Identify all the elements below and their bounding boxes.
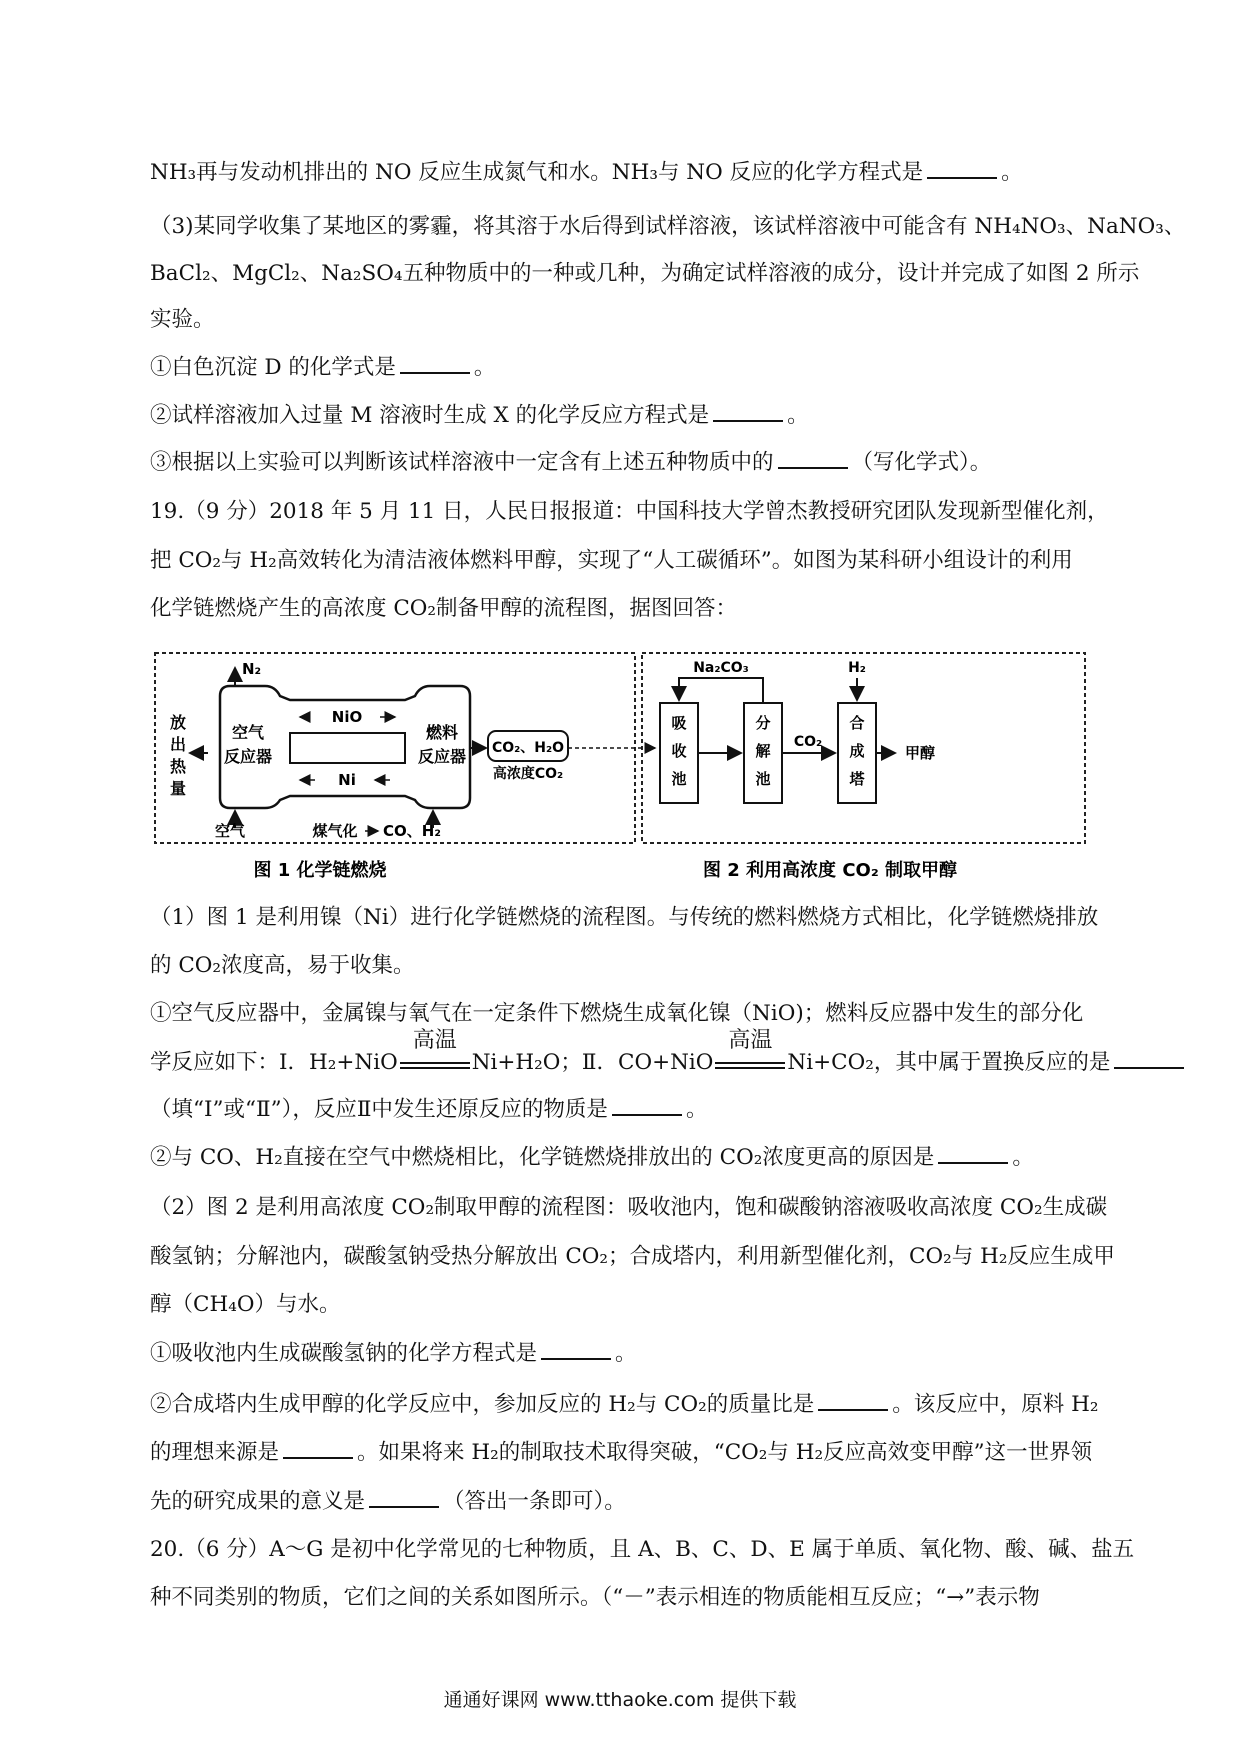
- release-heat-label: [170, 713, 187, 798]
- q18-line-1: NH₃再与发动机排出的 NO 反应生成氮气和水。NH₃与 NO 反应的化学方程式是 。: [150, 157, 1090, 188]
- decompose-pool-1: 分: [755, 714, 771, 732]
- release-heat-char: 放: [169, 713, 187, 732]
- answer-blank[interactable]: [400, 352, 470, 374]
- co-h2-label: CO、H₂: [383, 822, 441, 840]
- q18-sub2: ②试样溶液加入过量 M 溶液时生成 X 的化学反应方程式是 。: [150, 400, 1090, 431]
- synth-tower-1: 合: [849, 714, 865, 732]
- answer-blank[interactable]: [1114, 1047, 1184, 1069]
- flow-diagram: [150, 648, 1090, 888]
- n2-label: N₂: [242, 660, 262, 678]
- q19-part2-line-2: 酸氢钠；分解池内，碳酸氢钠受热分解放出 CO₂；合成塔内，利用新型催化剂，CO₂与 H₂反应生成甲: [150, 1244, 1115, 1269]
- absorb-pool-1: 吸: [671, 714, 687, 732]
- coal-gasification-label: 煤气化: [312, 822, 358, 840]
- q19-line-2: 把 CO₂与 H₂高效转化为清洁液体燃料甲醇，实现了“人工碳循环”。如图为某科研小组设计的利用: [150, 548, 1073, 573]
- fuel-reactor-label-1: 燃料: [425, 723, 459, 742]
- q18-sub1: ①白色沉淀 D 的化学式是 。: [150, 352, 1090, 383]
- reaction-condition: 高温: [400, 1050, 470, 1069]
- q18-part3-line-3: 实验。: [150, 307, 215, 332]
- q19-line-3: 化学链燃烧产生的高浓度 CO₂制备甲醇的流程图，据图回答：: [150, 596, 738, 621]
- air-reactor-label-1: 空气: [231, 723, 265, 742]
- answer-blank[interactable]: [283, 1437, 353, 1459]
- synth-tower-2: 成: [849, 742, 865, 760]
- q19-part2-sub2-line-1: ②合成塔内生成甲醇的化学反应中，参加反应的 H₂与 CO₂的质量比是 。该反应中，原料 H₂: [150, 1389, 1090, 1420]
- q19-part1-sub1-line-1: ①空气反应器中，金属镍与氧气在一定条件下燃烧生成氧化镍（NiO)；燃料反应器中发生的部分化: [150, 1001, 1084, 1026]
- decompose-pool-2: 解: [755, 742, 771, 760]
- na2co3-label: Na₂CO₃: [693, 660, 749, 676]
- absorb-pool-3: 池: [671, 770, 687, 788]
- q19-part1-line-2: 的 CO₂浓度高，易于收集。: [150, 953, 415, 978]
- fig2-caption: 图 2 利用高浓度 CO₂ 制取甲醇: [703, 860, 957, 881]
- fuel-reactor-label-2: 反应器: [417, 747, 467, 766]
- decompose-pool-3: 池: [755, 770, 771, 788]
- release-heat-char: 出: [169, 735, 187, 754]
- answer-blank[interactable]: [778, 447, 848, 469]
- q18-part3-line-1: （3)某同学收集了某地区的雾霾，将其溶于水后得到试样溶液，该试样溶液中可能含有 NH₄NO₃、NaNO₃、: [150, 214, 1186, 239]
- q18-part3-line-2: BaCl₂、MgCl₂、Na₂SO₄五种物质中的一种或几种，为确定试样溶液的成分，设计并完成了如图 2 所示: [150, 261, 1140, 286]
- q19-part1-sub1-line-2: 学反应如下：Ⅰ．H₂+NiO 高温 Ni+H₂O；Ⅱ．CO+NiO 高温 Ni+CO₂，其中属于置换反应的是: [150, 1047, 1090, 1078]
- h2-label: H₂: [848, 660, 866, 676]
- q19-line-1: 19.（9 分）2018 年 5 月 11 日，人民日报报道：中国科技大学曾杰教授研究团队发现新型催化剂，: [150, 499, 1109, 524]
- q19-part1-line-1: （1）图 1 是利用镍（Ni）进行化学链燃烧的流程图。与传统的燃料燃烧方式相比，化学链燃烧排放: [150, 905, 1099, 930]
- release-heat-char: 量: [169, 779, 187, 798]
- q19-part1-sub2: ②与 CO、H₂直接在空气中燃烧相比，化学链燃烧排放出的 CO₂浓度更高的原因是 。: [150, 1142, 1090, 1173]
- answer-blank[interactable]: [541, 1338, 611, 1360]
- high-co2-label: 高浓度CO₂: [492, 766, 564, 782]
- q19-part2-sub2-line-2: 的理想来源是 。如果将来 H₂的制取技术取得突破，“CO₂与 H₂反应高效变甲醇”这一世界领: [150, 1437, 1090, 1468]
- q19-part1-sub1-line-3: （填“Ⅰ”或“Ⅱ”），反应Ⅱ中发生还原反应的物质是 。: [150, 1094, 1090, 1125]
- answer-blank[interactable]: [369, 1486, 439, 1508]
- co2-label: CO₂: [793, 734, 823, 750]
- q19-part2-line-3: 醇（CH₄O）与水。: [150, 1292, 341, 1317]
- air-reactor-label-2: 反应器: [223, 747, 273, 766]
- answer-blank[interactable]: [713, 400, 783, 422]
- ni-label: Ni: [338, 771, 356, 789]
- synth-tower-3: 塔: [849, 770, 865, 788]
- methanol-label: 甲醇: [904, 744, 936, 762]
- answer-blank[interactable]: [818, 1389, 888, 1411]
- nio-label: NiO: [331, 708, 363, 726]
- answer-blank[interactable]: [612, 1094, 682, 1116]
- q20-line-2: 种不同类别的物质，它们之间的关系如图所示。（“－”表示相连的物质能相互反应；“→”表示物: [150, 1585, 1040, 1610]
- products-label: CO₂、H₂O: [491, 740, 565, 756]
- answer-blank[interactable]: [927, 157, 997, 179]
- air-input-label: 空气: [214, 822, 246, 840]
- q19-part2-line-1: （2）图 2 是利用高浓度 CO₂制取甲醇的流程图：吸收池内，饱和碳酸钠溶液吸收高浓度 CO₂生成碳: [150, 1195, 1108, 1220]
- fig1-caption: 图 1 化学链燃烧: [253, 860, 387, 881]
- reaction-condition: 高温: [715, 1050, 785, 1069]
- release-heat-char: 热: [169, 757, 187, 776]
- absorb-pool-2: 收: [671, 742, 687, 760]
- q18-sub3: ③根据以上实验可以判断该试样溶液中一定含有上述五种物质中的 （写化学式）。: [150, 447, 1090, 478]
- page-footer: 通通好课网 www.tthaoke.com 提供下载: [443, 1689, 797, 1711]
- q19-part2-sub2-line-3: 先的研究成果的意义是 （答出一条即可）。: [150, 1486, 1090, 1517]
- q20-line-1: 20.（6 分）A～G 是初中化学常见的七种物质，且 A、B、C、D、E 属于单质、氧化物、酸、碱、盐五: [150, 1537, 1135, 1562]
- q19-part2-sub1: ①吸收池内生成碳酸氢钠的化学方程式是 。: [150, 1338, 1090, 1369]
- answer-blank[interactable]: [938, 1142, 1008, 1164]
